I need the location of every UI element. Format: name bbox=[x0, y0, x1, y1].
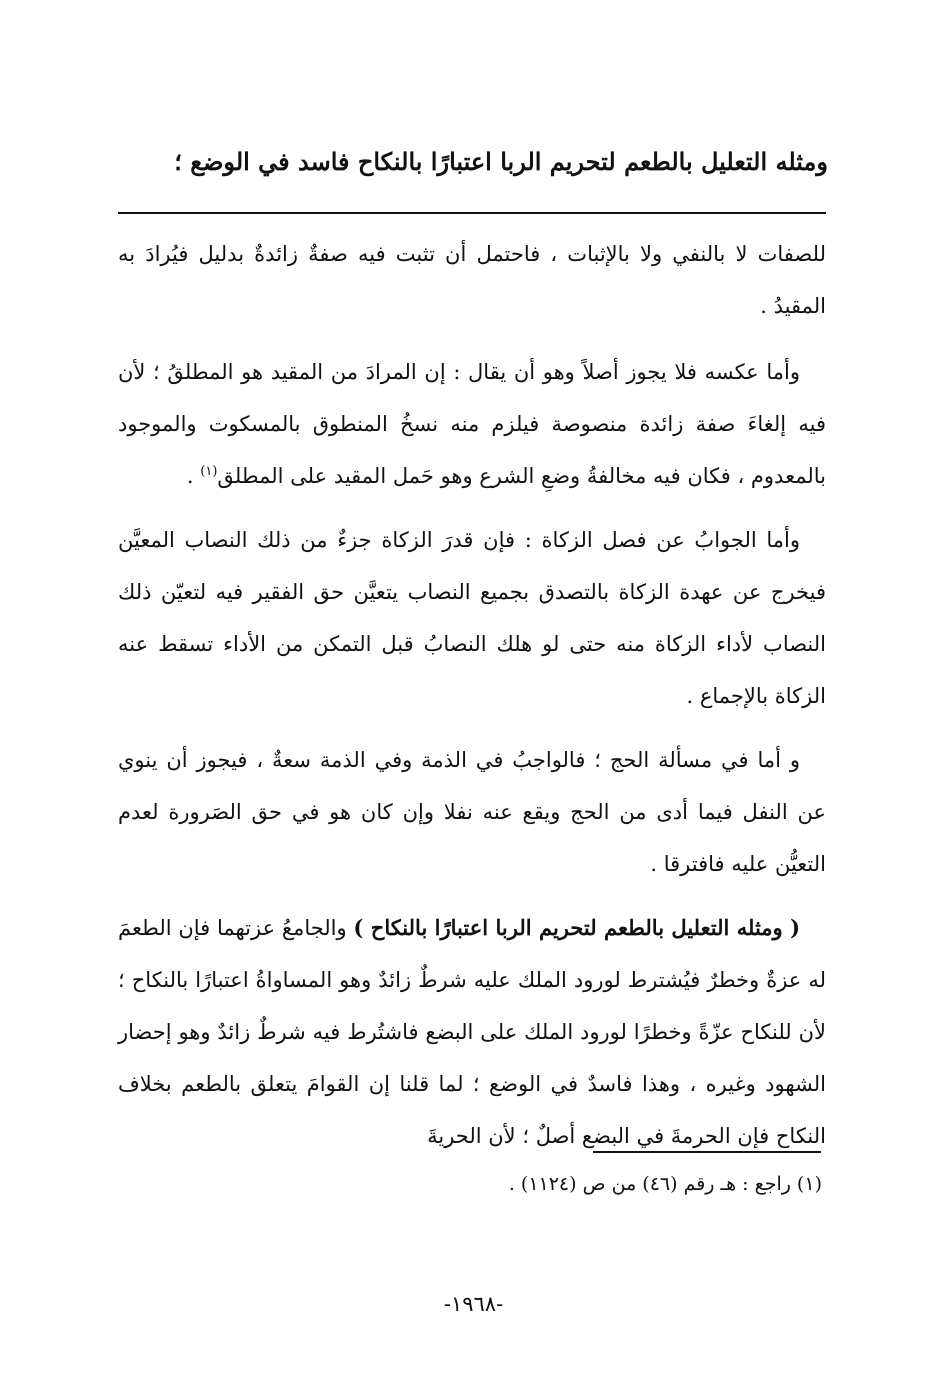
header-divider bbox=[118, 212, 826, 214]
main-text bbox=[118, 228, 826, 1174]
paragraph-4: و أما في مسألة الحج ؛ فالواجبُ في الذمة وفي الذمة سعةٌ ، فيجوز أن ينوي عن النفل فيما أدى من الحج ويقع عنه نفلا وإن كان هو في حق الصَرورة لعدم التعيُّن عليه فافترقا . bbox=[118, 748, 826, 876]
footnote-reference[interactable]: (١) bbox=[200, 464, 218, 479]
paragraph-3: وأما الجوابُ عن فصل الزكاة : فإن قدرَ الزكاة جزءٌ من ذلك النصاب المعيَّن فيخرج عن عهدة الزكاة بالتصدق بجميع النصاب يتعيَّن حق الفقير فيه لتعيّن ذلك النصاب لأداء الزكاة منه حتى لو هلك النصابُ قبل التمكن من الأداء تسقط عنه الزكاة بالإجماع . bbox=[118, 528, 826, 708]
paragraph-2-end: . bbox=[186, 464, 201, 488]
footnote-1: (١) راجع : هـ رقم (٤٦) من ص (١١٢٤) . bbox=[508, 1173, 822, 1195]
running-header-title: ومثله التعليل بالطعم لتحريم الربا اعتبارًا بالنكاح فاسد في الوضع ؛ bbox=[174, 147, 828, 176]
paragraph-2-text: وأما عكسه فلا يجوز أصلاً وهو أن يقال : إن المرادَ من المقيد هو المطلقُ ؛ لأن فيه إلغاءَ صفة زائدة منصوصة فيلزم منه نسخُ المنطوق بالمسكوت والموجود بالمعدوم ، فكان فيه مخالفةُ وضعِ الشرع وهو حَمل المقيد على المطلق bbox=[118, 360, 826, 488]
page-number: -١٩٦٨- bbox=[443, 1292, 504, 1316]
paragraph-5-matn: ( ومثله التعليل بالطعم لتحريم الربا اعتبارًا بالنكاح ) bbox=[353, 915, 801, 940]
paragraph-5-commentary: والجامعُ عزتهما فإن الطعمَ له عزةٌ وخطرٌ فيُشترط لورود الملك عليه شرطٌ زائدٌ وهو المساواةُ اعتبارًا بالنكاح ؛ لأن للنكاح عزّةً وخطرًا لورود الملك على البضع فاشتُرط فيه شرطٌ زائدٌ وهو إحضار الشهود وغيره ، وهذا فاسدٌ في الوضع ؛ لما قلنا إن القوامَ يتعلق بالطعم بخلاف النكاح فإن الحرمةَ في البضع أصلٌ ؛ لأن الحريةَ bbox=[118, 916, 826, 1148]
paragraph-1: للصفات لا بالنفي ولا بالإثبات ، فاحتمل أن تثبت فيه صفةٌ زائدةٌ بدليل فيُرادَ به المقيدُ . bbox=[118, 242, 826, 318]
paragraph-2 bbox=[118, 346, 826, 502]
footnote-divider bbox=[593, 1151, 821, 1153]
paragraph-5 bbox=[118, 902, 826, 1162]
